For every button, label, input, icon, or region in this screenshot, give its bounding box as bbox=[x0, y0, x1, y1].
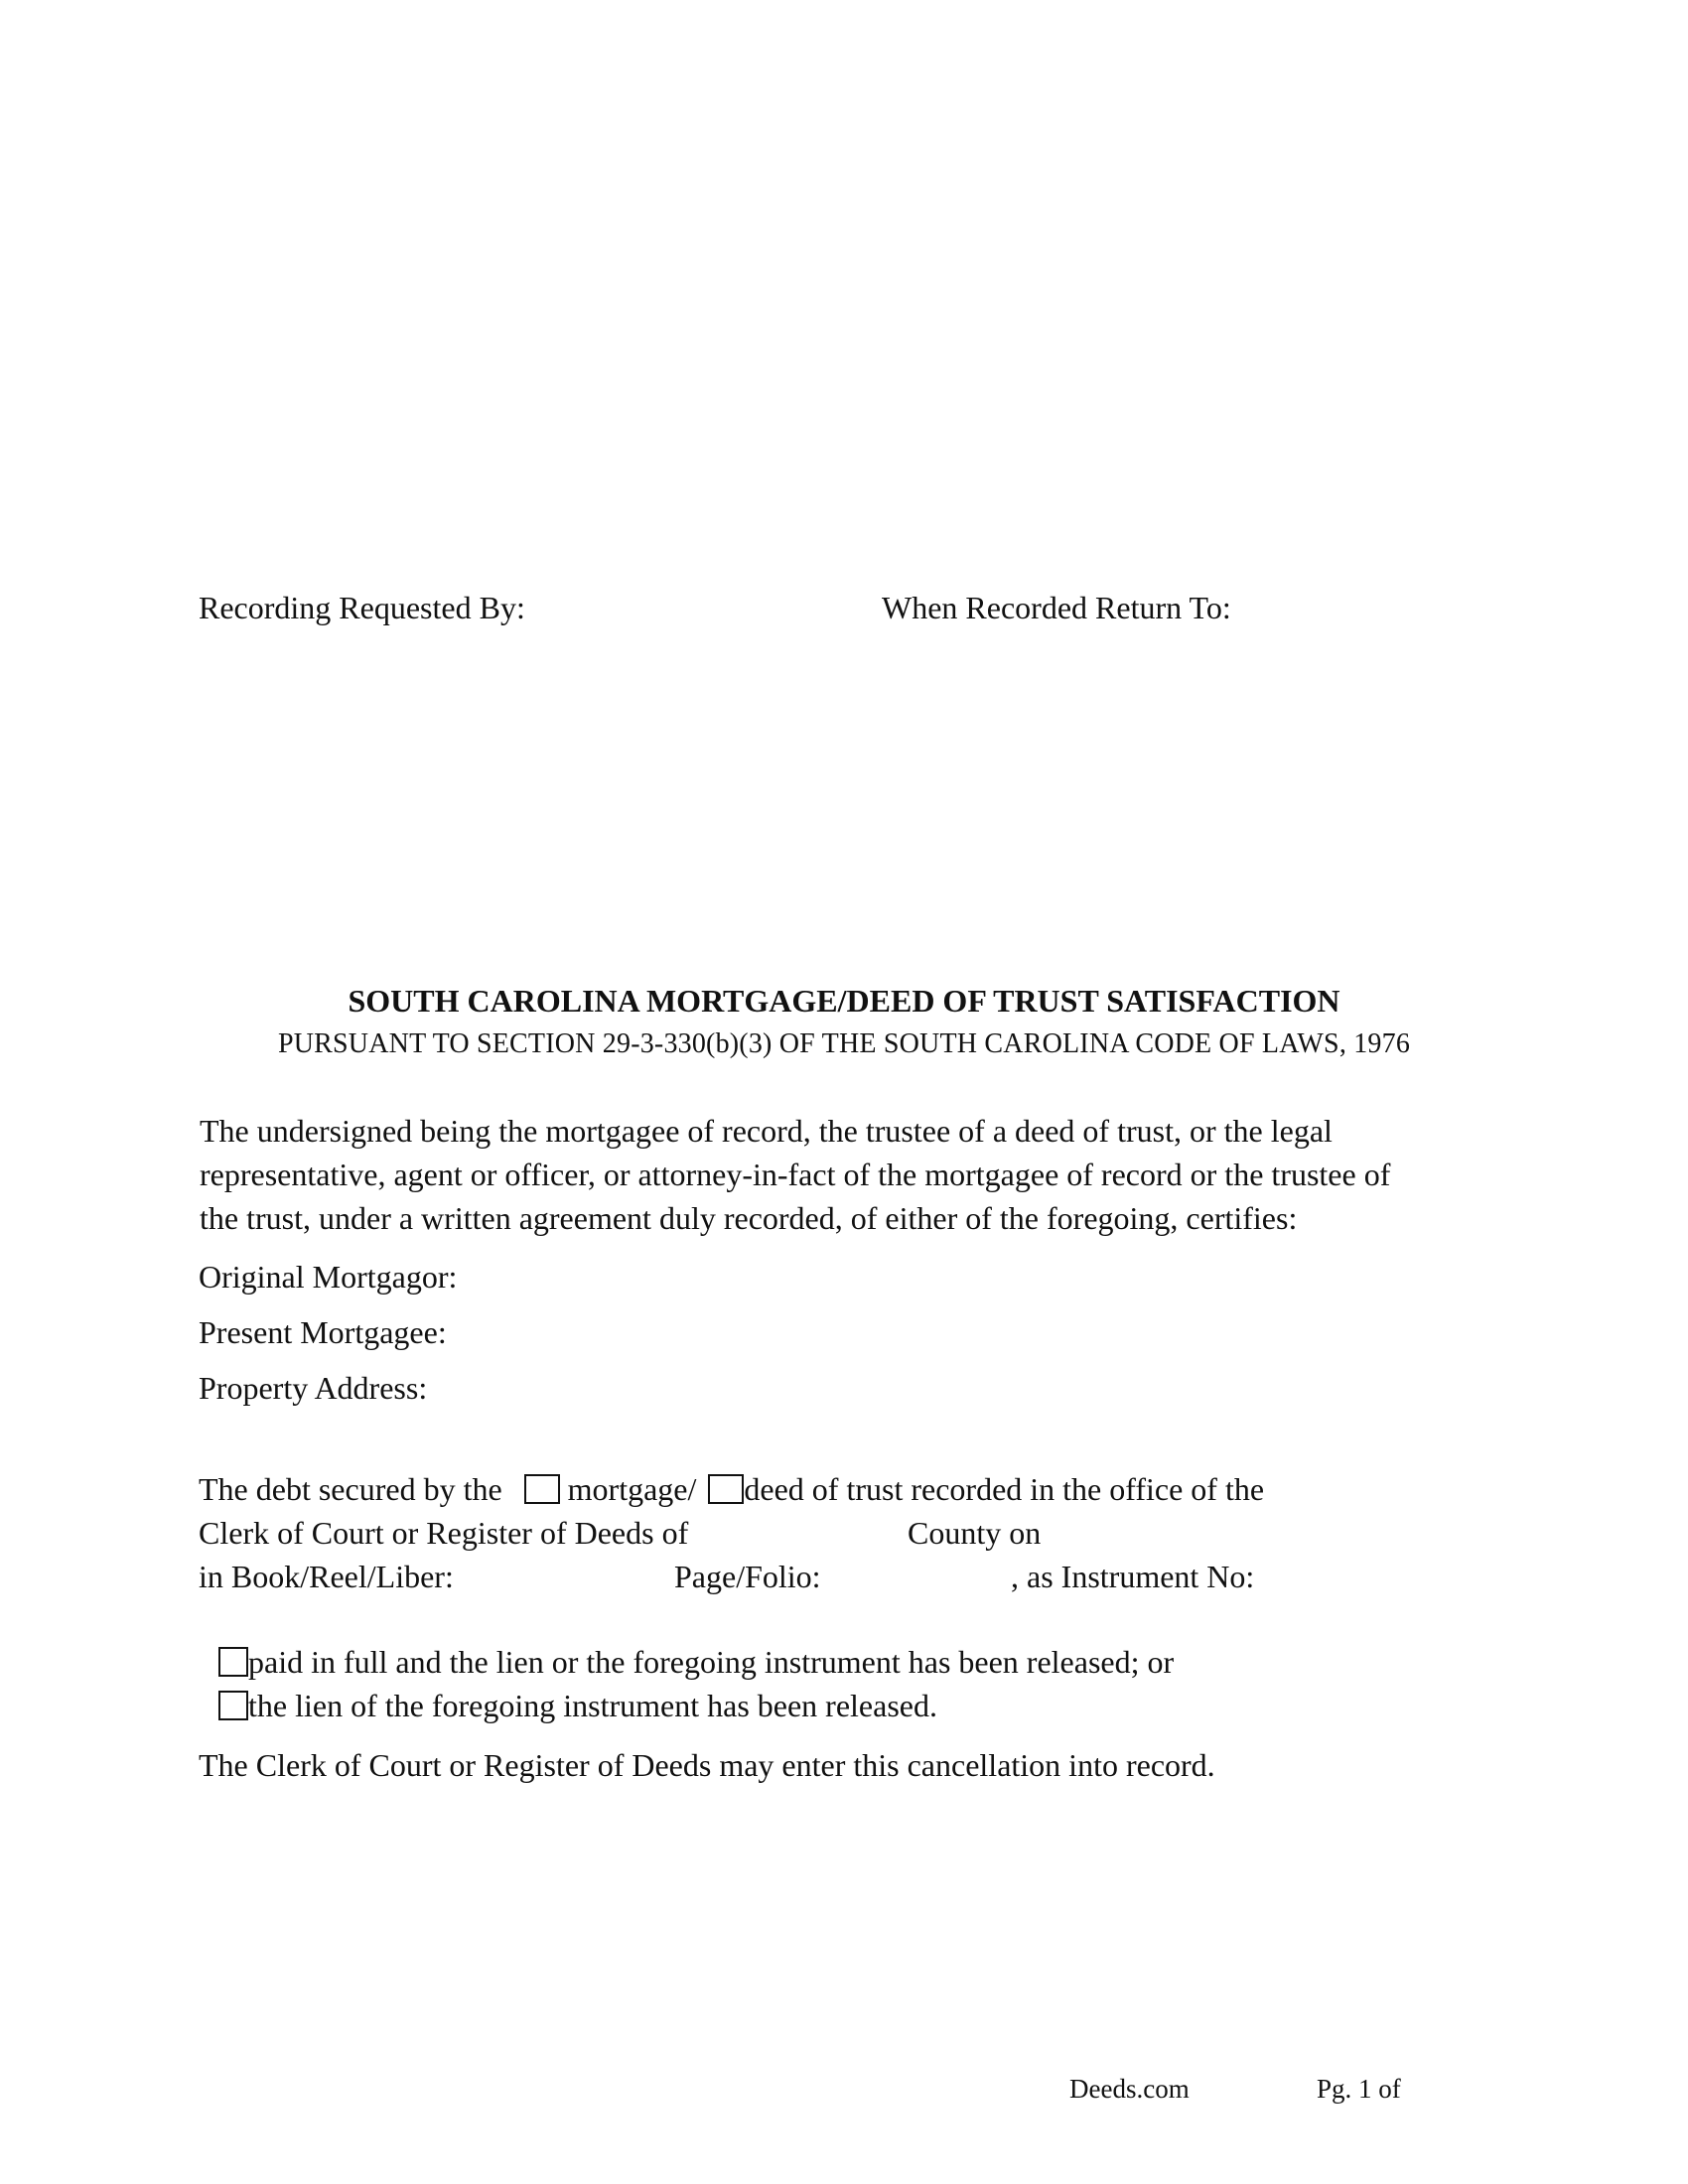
lien-released-option bbox=[218, 1684, 937, 1727]
lien-released-checkbox[interactable] bbox=[218, 1691, 248, 1720]
lien-released-label: the lien of the foregoing instrument has been released. bbox=[248, 1688, 937, 1723]
instrument-no-label: , as Instrument No: bbox=[1011, 1559, 1255, 1594]
document-subtitle: PURSUANT TO SECTION 29-3-330(b)(3) OF THE SOUTH CAROLINA CODE OF LAWS, 1976 bbox=[277, 1028, 1411, 1059]
intro-paragraph bbox=[200, 1109, 1510, 1240]
clerk-label: Clerk of Court or Register of Deeds of bbox=[199, 1515, 689, 1551]
county-on-label: County on bbox=[908, 1515, 1042, 1551]
intro-line: representative, agent or officer, or attorney-in-fact of the mortgagee of record or the trustee of bbox=[200, 1157, 1391, 1192]
recording-requested-by-label: Recording Requested By: bbox=[199, 590, 525, 625]
deed-of-trust-checkbox[interactable] bbox=[708, 1474, 744, 1504]
original-mortgagor-label: Original Mortgagor: bbox=[199, 1259, 458, 1295]
paid-in-full-option bbox=[218, 1640, 1174, 1684]
intro-line: the trust, under a written agreement duly recorded, of either of the foregoing, certifies: bbox=[200, 1200, 1298, 1236]
footer-site: Deeds.com bbox=[1069, 2074, 1190, 2104]
mortgage-checkbox[interactable] bbox=[524, 1474, 560, 1504]
debt-line bbox=[199, 1467, 1264, 1511]
intro-line: The undersigned being the mortgagee of record, the trustee of a deed of trust, or the legal bbox=[200, 1113, 1333, 1149]
mortgage-label: mortgage/ bbox=[567, 1471, 697, 1507]
deed-of-trust-label: deed of trust recorded in the office of the bbox=[744, 1471, 1265, 1507]
present-mortgagee-label: Present Mortgagee: bbox=[199, 1314, 447, 1350]
paid-in-full-label: paid in full and the lien or the foregoing instrument has been released; or bbox=[248, 1644, 1175, 1680]
debt-prefix: The debt secured by the bbox=[199, 1471, 502, 1507]
property-address-label: Property Address: bbox=[199, 1370, 428, 1406]
document-title: SOUTH CAROLINA MORTGAGE/DEED OF TRUST SATISFACTION bbox=[348, 983, 1340, 1019]
page-folio-label: Page/Folio: bbox=[674, 1559, 821, 1594]
closing-statement: The Clerk of Court or Register of Deeds may enter this cancellation into record. bbox=[199, 1747, 1215, 1783]
paid-in-full-checkbox[interactable] bbox=[218, 1647, 248, 1677]
when-recorded-return-to-label: When Recorded Return To: bbox=[882, 590, 1231, 625]
book-label: in Book/Reel/Liber: bbox=[199, 1559, 454, 1594]
footer-page-number: Pg. 1 of bbox=[1317, 2074, 1401, 2104]
